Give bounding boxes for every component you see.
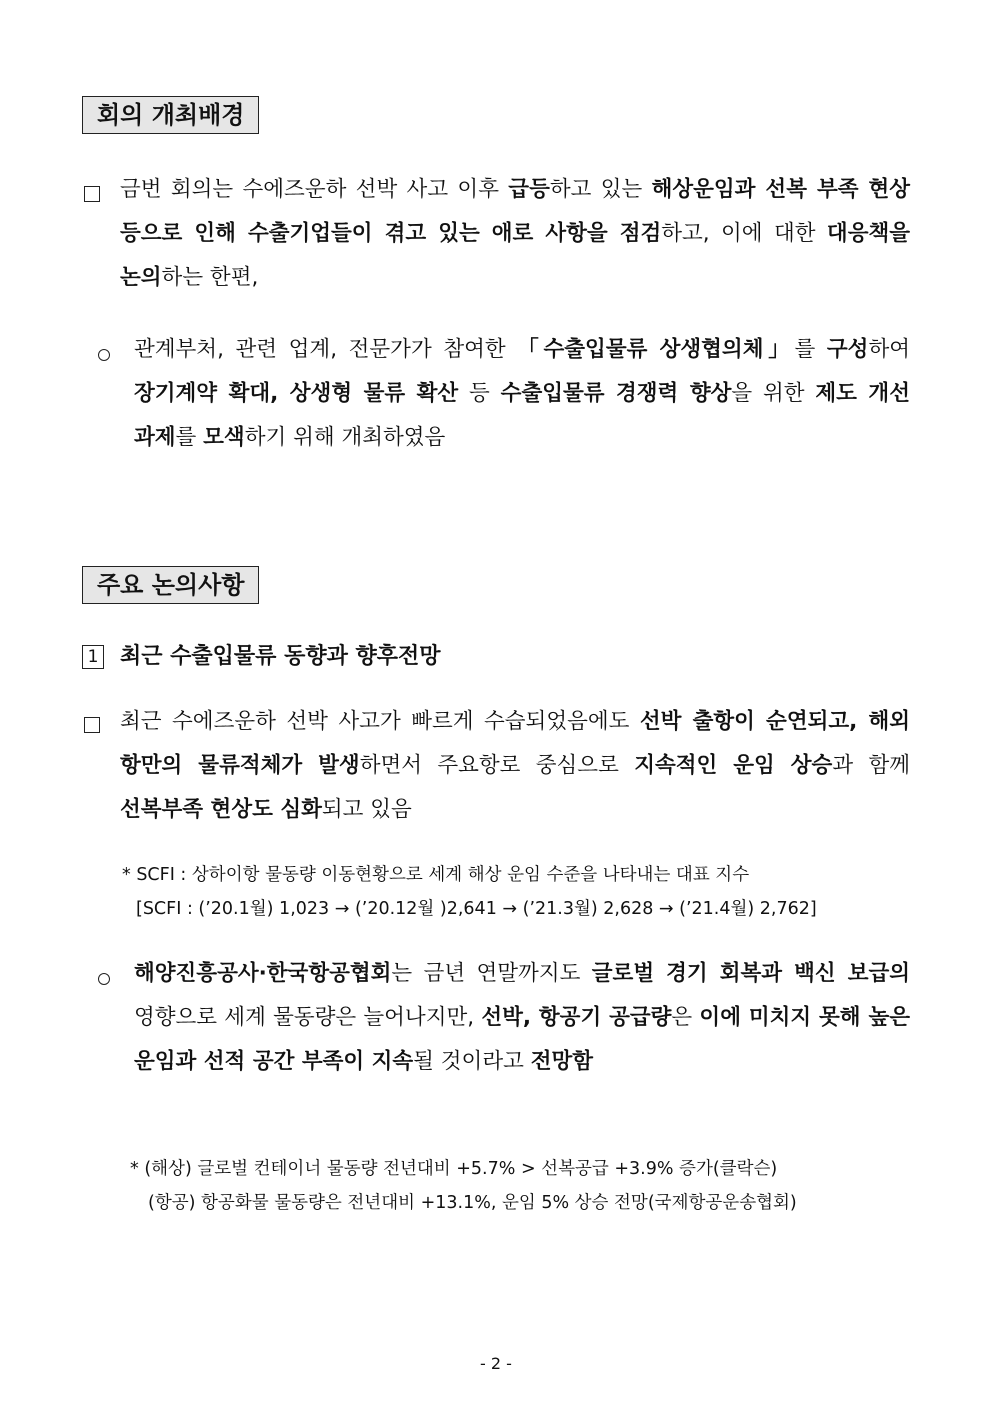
emphasized-text: 해상운임과 선복 부족 현상 등으로 인해 수출기업들이 겪고 있는 애로 사항을 점검 [120, 177, 911, 246]
body-text: 을 위한 [731, 381, 816, 406]
emphasized-text: 지속적인 운임 상승 [634, 753, 833, 778]
subsection-title-1 [82, 636, 441, 676]
page-number: - 2 - [480, 1354, 512, 1373]
square-bullet-icon [84, 714, 100, 739]
background-paragraph-2 [134, 328, 910, 460]
body-text: 하고, 이에 대한 [661, 221, 827, 246]
body-text: 될 것이라고 [413, 1049, 531, 1074]
trend-paragraph-2 [134, 952, 910, 1084]
body-text: 는 금년 연말까지도 [391, 961, 592, 986]
subsection-title-text: 최근 수출입물류 동향과 향후전망 [120, 643, 441, 669]
emphasized-text: 「수출입물류 상생협의체」 [517, 337, 795, 362]
emphasized-text: 선박 출항이 순연되고, 해외 항만의 물류적체가 발생 [120, 709, 910, 778]
body-text: 영향으로 세계 물동량은 늘어나지만, [134, 1005, 482, 1030]
emphasized-text: 선복부족 현상도 심화 [120, 797, 322, 822]
body-text: 은 [671, 1005, 700, 1030]
scfi-note-line-1: * SCFI : 상하이항 물동량 이동현황으로 세계 해상 운임 수준을 나타내는 대표 지수 [122, 865, 750, 885]
body-text: 과 함께 [832, 753, 910, 778]
body-text: 최근 수에즈운하 선박 사고가 빠르게 수습되었음에도 [120, 709, 640, 734]
emphasized-text: 선박, 항공기 공급량 [481, 1005, 672, 1030]
emphasized-text: 글로벌 경기 회복과 백신 보급의 [591, 961, 910, 986]
scfi-note-line-2: [SCFI : (’20.1월) 1,023 → (’20.12월 )2,641 → (’21.3월) 2,628 → (’21.4월) 2,762] [136, 899, 817, 919]
body-text: 되고 있음 [321, 797, 412, 822]
forecast-note-line-1: * (해상) 글로벌 컨테이너 물동량 전년대비 +5.7% > 선복공급 +3.9% 증가(클락슨) [130, 1159, 778, 1179]
emphasized-text: 구성 [826, 337, 869, 362]
emphasized-text: 장기계약 확대, 상생형 물류 확산 [134, 381, 459, 406]
body-text: 하기 위해 개최하였음 [244, 425, 446, 450]
circle-bullet-icon [98, 966, 110, 991]
square-bullet-icon [84, 183, 100, 208]
body-text: 금번 회의는 수에즈운하 선박 사고 이후 [120, 177, 509, 202]
emphasized-text: 모색 [203, 425, 245, 450]
section-title-discussion: 주요 논의사항 [82, 566, 259, 604]
body-text: 등 [458, 381, 501, 406]
subsection-number-box: 1 [82, 645, 104, 669]
emphasized-text: 이에 미치지 못해 높은 운임과 선적 공간 부족이 지속 [134, 1005, 910, 1074]
scfi-note [122, 858, 817, 926]
emphasized-text: 제도 개선 과제 [134, 381, 910, 450]
forecast-note [130, 1152, 797, 1220]
trend-paragraph-1 [120, 700, 910, 832]
body-text: 하여 [868, 337, 910, 362]
emphasized-text: 해양진흥공사·한국항공협회 [134, 961, 392, 986]
body-text: 를 [794, 337, 827, 362]
emphasized-text: 대응책을 논의 [120, 221, 910, 290]
section-title-background: 회의 개최배경 [82, 96, 259, 134]
body-text: 하는 한편, [161, 265, 259, 290]
body-text: 하고 있는 [549, 177, 652, 202]
emphasized-text: 수출입물류 경쟁력 향상 [500, 381, 732, 406]
forecast-note-line-2: (항공) 항공화물 물동량은 전년대비 +13.1%, 운임 5% 상승 전망(국제항공운송협회) [148, 1193, 797, 1213]
background-paragraph-1 [120, 168, 910, 300]
body-text: 를 [175, 425, 204, 450]
body-text: 하면서 주요항로 중심으로 [359, 753, 635, 778]
body-text: 관계부처, 관련 업계, 전문가가 참여한 [134, 337, 518, 362]
circle-bullet-icon [98, 342, 110, 367]
emphasized-text: 급등 [508, 177, 550, 202]
emphasized-text: 전망함 [530, 1049, 593, 1074]
